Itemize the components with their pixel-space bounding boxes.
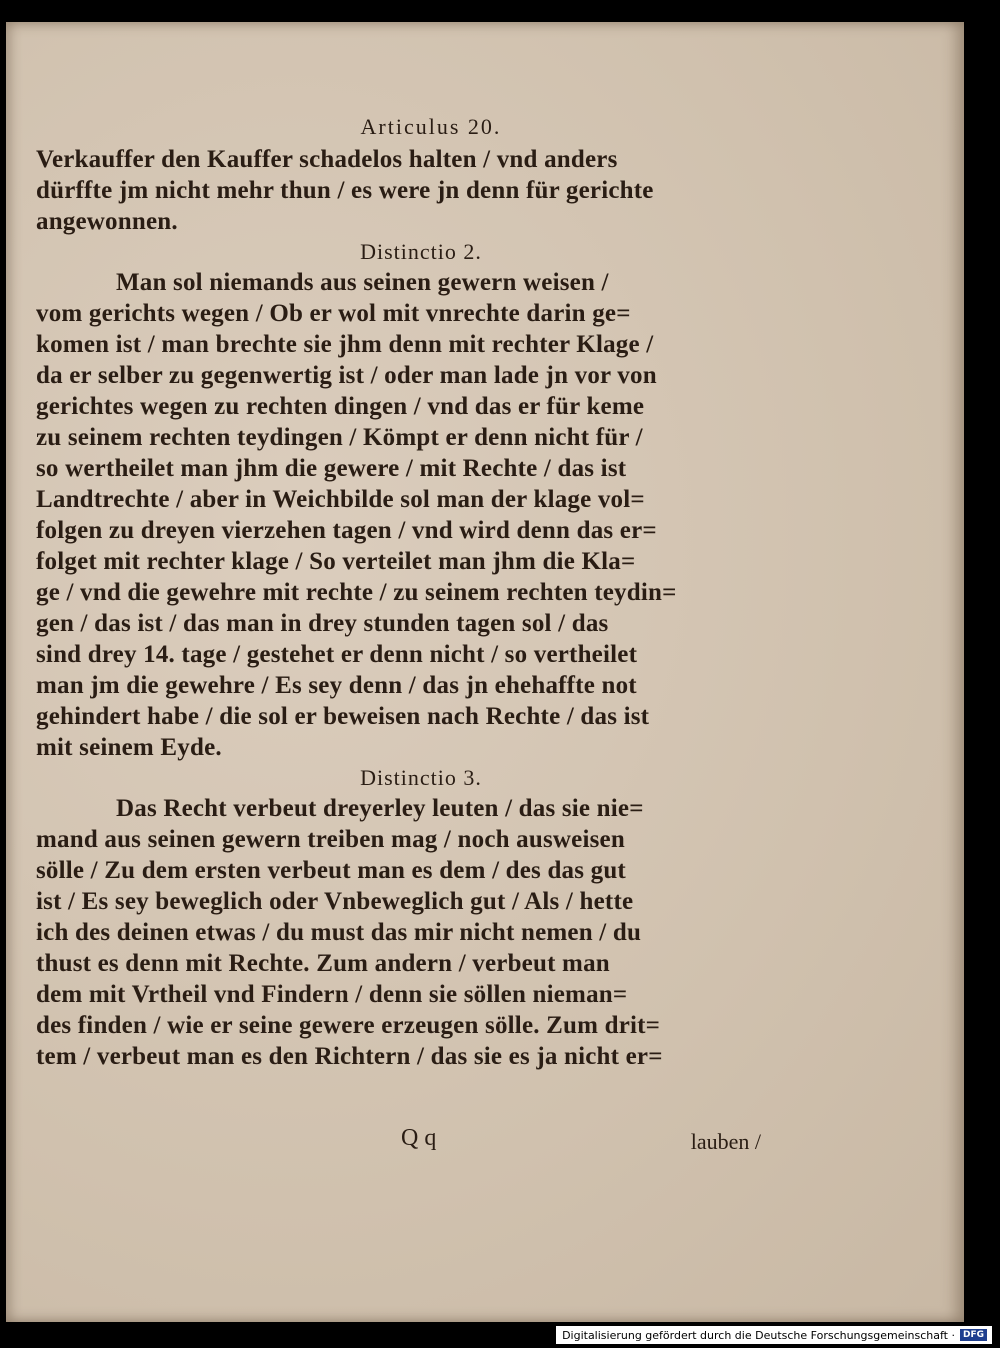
text-line: dem mit Vrtheil vnd Findern / denn sie söllen nieman= bbox=[36, 981, 628, 1008]
page-text bbox=[36, 114, 766, 1072]
text-line: gehindert habe / die sol er beweisen nach Rechte / das ist bbox=[36, 703, 650, 730]
text-line: thust es denn mit Rechte. Zum andern / verbeut man bbox=[36, 950, 610, 977]
credit-text: Digitalisierung gefördert durch die Deutsche Forschungsgemeinschaft · bbox=[562, 1328, 955, 1342]
digitization-credit bbox=[556, 1326, 992, 1344]
text-line: vom gerichts wegen / Ob er wol mit vnrechte darin ge= bbox=[36, 300, 631, 327]
text-line: man jm die gewehre / Es sey denn / das jn ehehaffte not bbox=[36, 672, 637, 699]
text-line: da er selber zu gegenwertig ist / oder man lade jn vor von bbox=[36, 362, 657, 389]
book-page bbox=[6, 22, 964, 1322]
text-line: des finden / wie er seine gewere erzeugen sölle. Zum drit= bbox=[36, 1012, 661, 1039]
catchword: lauben / bbox=[690, 1129, 761, 1154]
text-line: ich des deinen etwas / du must das mir nicht nemen / du bbox=[36, 919, 642, 946]
text-line: mand aus seinen gewern treiben mag / noch ausweisen bbox=[36, 826, 625, 853]
text-line: ist / Es sey beweglich oder Vnbeweglich gut / Als / hette bbox=[36, 888, 634, 915]
text-line: tem / verbeut man es den Richtern / das sie es ja nicht er= bbox=[36, 1043, 663, 1070]
text-line: zu seinem rechten teydingen / Kömpt er denn nicht für / bbox=[36, 424, 643, 451]
text-line: folget mit rechter klage / So verteilet man jhm die Kla= bbox=[36, 548, 636, 575]
text-line: ge / vnd die gewehre mit rechte / zu seinem rechten teydin= bbox=[36, 579, 677, 606]
text-line: Landtrechte / aber in Weichbilde sol man der klage vol= bbox=[36, 486, 645, 513]
text-line: sind drey 14. tage / gestehet er denn nicht / so vertheilet bbox=[36, 641, 638, 668]
text-line: Man sol niemands aus seinen gewern weisen / bbox=[116, 269, 609, 296]
text-line: dürffte jm nicht mehr thun / es were jn denn für gerichte bbox=[36, 177, 654, 204]
dfg-logo-icon: DFG bbox=[959, 1328, 988, 1342]
text-line: komen ist / man brechte sie jhm denn mit rechter Klage / bbox=[36, 331, 654, 358]
running-head: Articulus 20. bbox=[360, 114, 502, 139]
signature-mark: Q q bbox=[401, 1125, 437, 1151]
text-line: so wertheilet man jhm die gewere / mit Rechte / das ist bbox=[36, 455, 627, 482]
text-line: sölle / Zu dem ersten verbeut man es dem / des das gut bbox=[36, 857, 626, 884]
text-line: mit seinem Eyde. bbox=[36, 734, 222, 761]
section-heading: Distinctio 2. bbox=[360, 239, 482, 264]
text-line: Verkauffer den Kauffer schadelos halten / vnd anders bbox=[36, 146, 618, 173]
text-line: angewonnen. bbox=[36, 208, 178, 235]
text-line: Das Recht verbeut dreyerley leuten / das sie nie= bbox=[116, 795, 644, 822]
text-line: gerichtes wegen zu rechten dingen / vnd das er für keme bbox=[36, 393, 645, 420]
section-heading: Distinctio 3. bbox=[360, 765, 482, 790]
text-line: folgen zu dreyen vierzehen tagen / vnd wird denn das er= bbox=[36, 517, 657, 544]
text-line: gen / das ist / das man in drey stunden tagen sol / das bbox=[36, 610, 609, 637]
